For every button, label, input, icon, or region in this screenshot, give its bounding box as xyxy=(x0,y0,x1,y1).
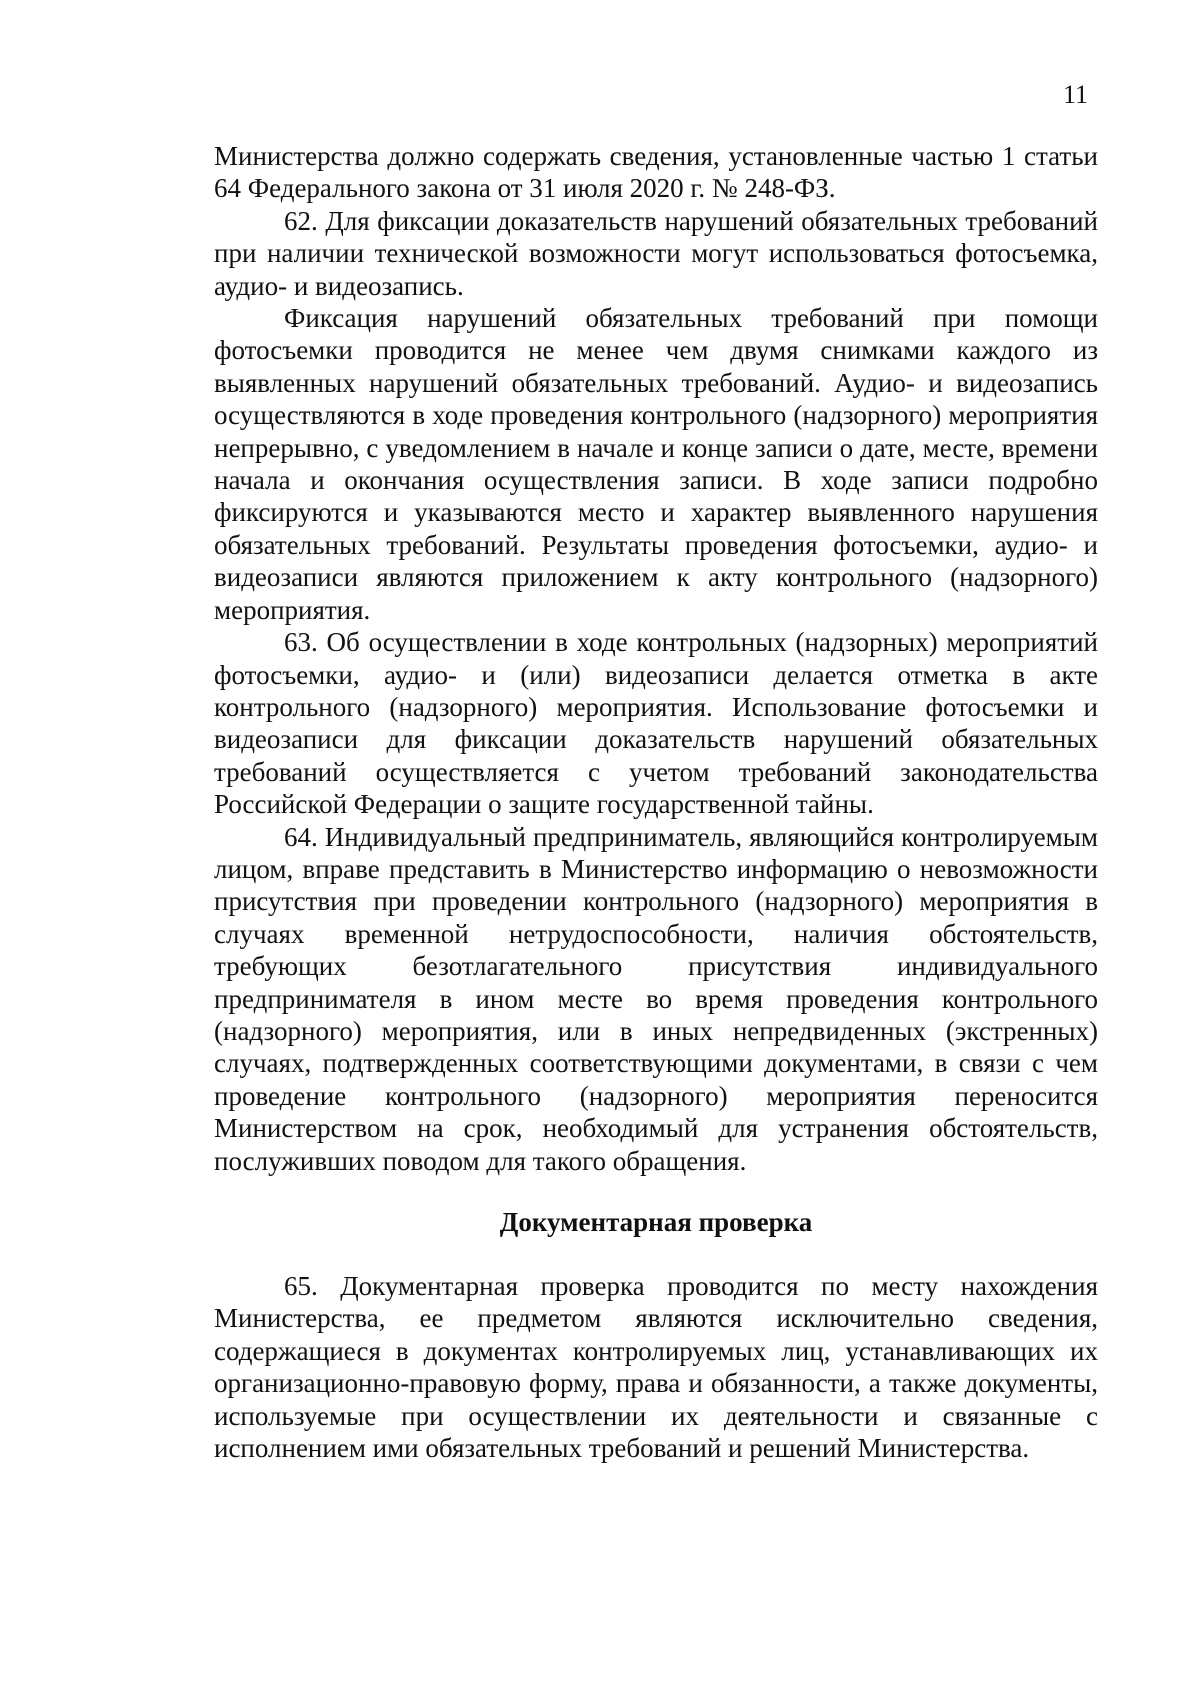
paragraph-64: 64. Индивидуальный предприниматель, являющийся контролируемым лицом, вправе представить в Министерство информацию о невозможности присутствия при проведении контрольного (надзорного) мероприятия в случаях временной нетрудоспособности, наличия обстоятельств, требующих безотлагательного присутствия индивидуального предпринимателя в ином месте во время проведения контрольного (надзорного) мероприятия, или в иных непредвиденных (экстренных) случаях, подтвержденных соответствующими документами, в связи с чем проведение контрольного (надзорного) мероприятия переносится Министерством на срок, необходимый для устранения обстоятельств, послуживших поводом для такого обращения. xyxy=(214,821,1098,1176)
paragraph-65: 65. Документарная проверка проводится по месту нахождения Министерства, ее предметом являются исключительно сведения, содержащиеся в документах контролируемых лиц, устанавливающих их организационно-правовую форму, права и обязанности, а также документы, используемые при осуществлении их деятельности и связанные с исполнением ими обязательных требований и решений Министерства. xyxy=(214,1271,1098,1464)
paragraph-62-fixation: Фиксация нарушений обязательных требований при помощи фотосъемки проводится не менее чем двумя снимками каждого из выявленных нарушений обязательных требований. Аудио- и видеозапись осуществляются в ходе проведения контрольного (надзорного) мероприятия непрерывно, с уведомлением в начале и конце записи о дате, месте, времени начала и окончания осуществления записи. В ходе записи подробно фиксируются и указываются место и характер выявленного нарушения обязательных требований. Результаты проведения фотосъемки, аудио- и видеозаписи являются приложением к акту контрольного (надзорного) мероприятия. xyxy=(214,303,1098,625)
paragraph-62: 62. Для фиксации доказательств нарушений обязательных требований при наличии технической возможности могут использоваться фотосъемка, аудио- и видеозапись. xyxy=(214,205,1098,301)
paragraph-63: 63. Об осуществлении в ходе контрольных (надзорных) мероприятий фотосъемки, аудио- и (или) видеозаписи делается отметка в акте контрольного (надзорного) мероприятия. Использование фотосъемки и видеозаписи для фиксации доказательств нарушений обязательных требований осуществляется с учетом требований законодательства Российской Федерации о защите государственной тайны. xyxy=(214,627,1098,820)
document-body xyxy=(214,140,1098,1464)
paragraph-continuation: Министерства должно содержать сведения, установленные частью 1 статьи 64 Федерального закона от 31 июля 2020 г. № 248-ФЗ. xyxy=(214,141,1098,204)
page-number: 11 xyxy=(1063,80,1089,109)
section-heading: Документарная проверка xyxy=(499,1207,813,1237)
